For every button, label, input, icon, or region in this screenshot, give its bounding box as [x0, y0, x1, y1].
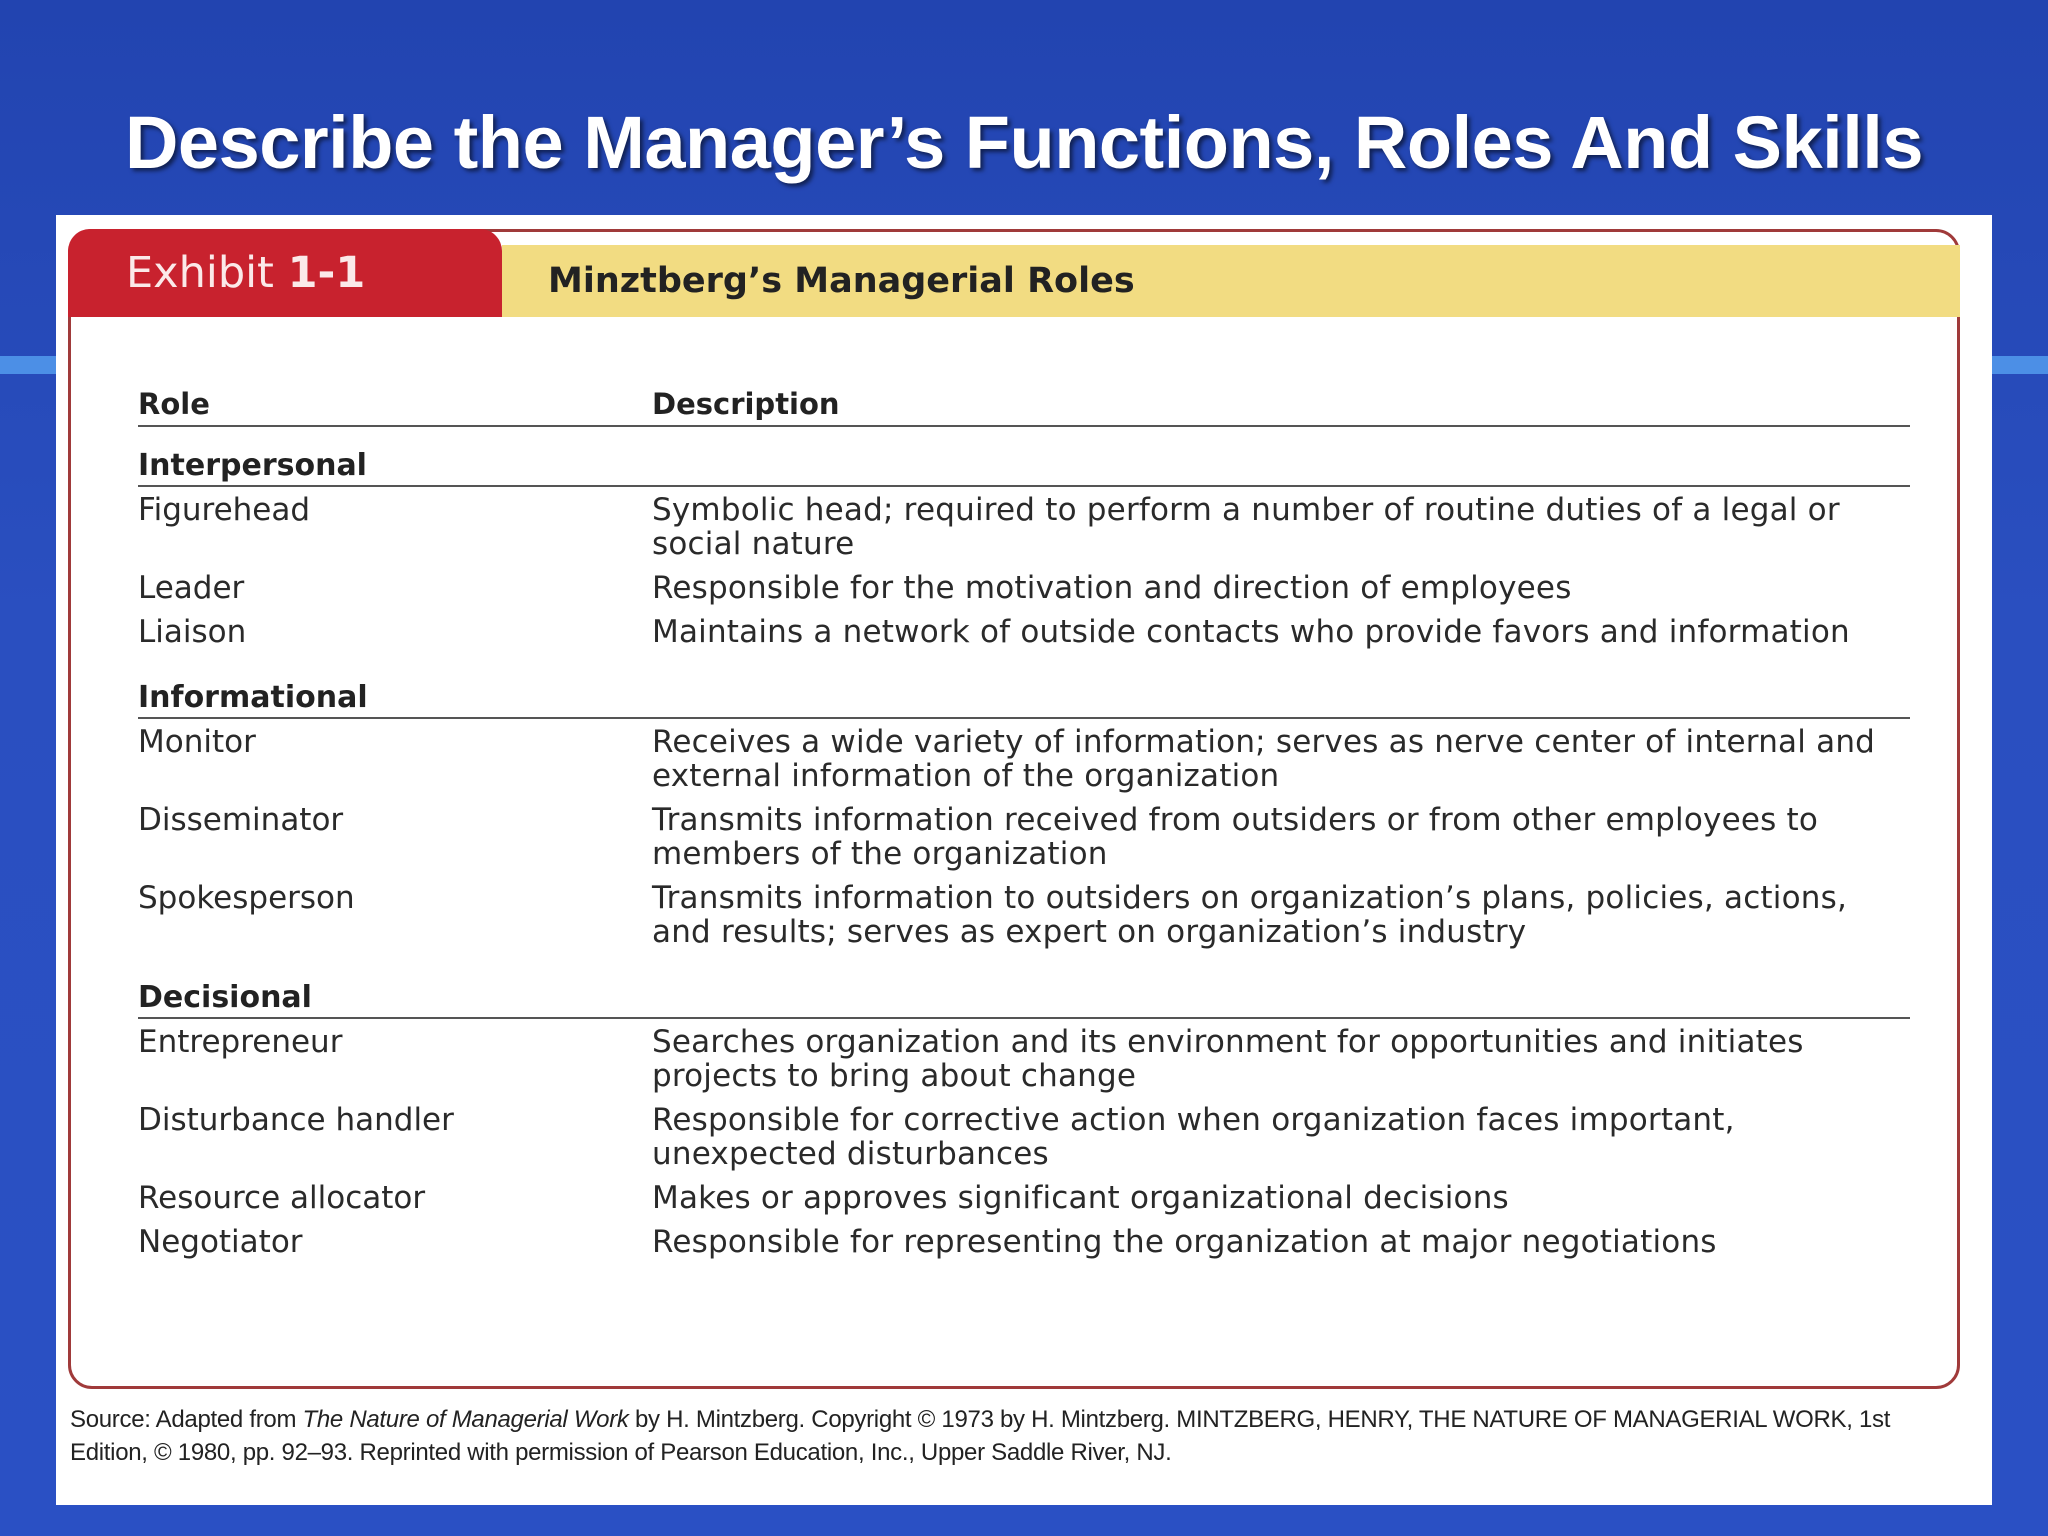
role-name: Spokesperson — [138, 880, 355, 916]
role-name: Leader — [138, 570, 245, 606]
role-description: Responsible for corrective action when organization faces important, unexpected disturbances — [652, 1102, 1735, 1172]
role-description: Maintains a network of outside contacts who provide favors and information — [652, 614, 1850, 650]
accent-bar-left — [0, 356, 56, 374]
role-name: Disseminator — [138, 802, 344, 838]
exhibit-banner-title: Minztberg’s Managerial Roles — [502, 245, 1960, 317]
source-note — [70, 1403, 1970, 1469]
role-name: Disturbance handler — [138, 1102, 454, 1138]
table-header-row — [138, 365, 1910, 427]
accent-bar-right — [1992, 356, 2048, 374]
category-label: Interpersonal — [138, 448, 367, 483]
role-name: Negotiator — [138, 1224, 303, 1260]
role-name: Entrepreneur — [138, 1024, 343, 1060]
table-body — [138, 427, 1910, 1259]
role-description: Searches organization and its environment for opportunities and initiates projects to bring about change — [652, 1024, 1804, 1094]
category-row-informational — [138, 659, 1910, 719]
category-label: Decisional — [138, 980, 312, 1015]
header-description: Description — [652, 387, 840, 421]
role-description: Responsible for representing the organization at major negotiations — [652, 1224, 1717, 1260]
table-row — [138, 1175, 1910, 1215]
table-row — [138, 1219, 1910, 1259]
exhibit-panel — [56, 215, 1992, 1505]
role-description: Receives a wide variety of information; serves as nerve center of internal and external information of the organization — [652, 724, 1876, 794]
source-prefix: Source: Adapted from — [70, 1406, 303, 1433]
category-label: Informational — [138, 680, 368, 715]
slide-title: Describe the Manager’s Functions, Roles And Skills — [124, 101, 1924, 184]
table-row — [138, 875, 1910, 949]
exhibit-tab — [68, 229, 502, 317]
role-name: Liaison — [138, 614, 247, 650]
exhibit-tab-label: Exhibit — [126, 248, 288, 298]
header-role: Role — [138, 387, 210, 421]
role-description: Symbolic head; required to perform a number of routine duties of a legal or social nature — [652, 492, 1840, 562]
table-row — [138, 487, 1910, 561]
table-row — [138, 565, 1910, 605]
role-description: Transmits information received from outsiders or from other employees to members of the organization — [652, 802, 1819, 872]
role-description: Responsible for the motivation and direction of employees — [652, 570, 1572, 606]
role-name: Resource allocator — [138, 1180, 426, 1216]
category-row-interpersonal — [138, 427, 1910, 487]
role-description: Makes or approves significant organizational decisions — [652, 1180, 1509, 1216]
role-name: Monitor — [138, 724, 256, 760]
table-row — [138, 1097, 1910, 1171]
source-book-title: The Nature of Managerial Work — [302, 1406, 629, 1433]
role-description: Transmits information to outsiders on organization’s plans, policies, actions, and results; serves as expert on organization’s industry — [652, 880, 1848, 950]
source-rest: by H. Mintzberg. Copyright © 1973 by H. Mintzberg. MINTZBERG, HENRY, THE NATURE OF MANAGERIAL WORK, 1st Edition, © 1980, pp. 92–93. Reprinted with permission of Pearson Education, Inc., Upper Saddle River, NJ. — [70, 1406, 1891, 1466]
table-row — [138, 1019, 1910, 1093]
table-row — [138, 609, 1910, 649]
exhibit-tab-number: 1-1 — [287, 248, 366, 298]
role-name: Figurehead — [138, 492, 311, 528]
table-row — [138, 719, 1910, 793]
category-row-decisional — [138, 959, 1910, 1019]
table-row — [138, 797, 1910, 871]
roles-table — [138, 365, 1910, 1269]
